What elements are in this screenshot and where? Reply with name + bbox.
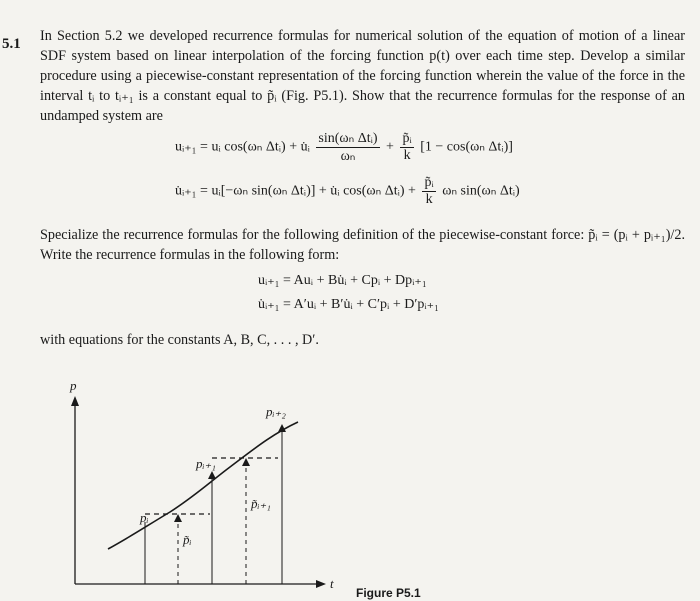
label-pi1: pᵢ₊₁ bbox=[196, 456, 216, 471]
problem-number: 5.1 bbox=[2, 36, 21, 52]
t-axis-arrow bbox=[316, 580, 326, 588]
figure-p5-1 bbox=[50, 372, 370, 596]
eq1-frac1-denominator: ωₙ bbox=[340, 149, 356, 164]
equation-recurrence-u: uᵢ₊₁ = Auᵢ + Bu̇ᵢ + Cpᵢ + Dpᵢ₊₁ bbox=[258, 273, 427, 288]
eq2-frac-numerator: p̃ᵢ bbox=[424, 175, 434, 190]
eq2-rhs: ωₙ sin(ωₙ Δtᵢ) bbox=[442, 183, 520, 199]
eq1-rhs: [1 − cos(ωₙ Δtᵢ)] bbox=[420, 139, 513, 155]
problem-intro: In Section 5.2 we developed recurrence formulas for numerical solution of the equation of motion of a linear SDF system based on linear interpolation of the forcing function p(t) over each time step. Develop a similar procedure using a piecewise-constant representation of the forcing function wherein the value of the force in the interval tᵢ to tᵢ₊₁ is a constant equal to p̃ᵢ (Fig. P5.1). Show that the recurrence formulas for the response of an undamped system are bbox=[40, 28, 685, 124]
eq1-plus: + bbox=[386, 139, 394, 155]
eq2-fraction bbox=[422, 175, 435, 208]
ptilde-i1-arrowhead bbox=[242, 458, 250, 466]
t-axis-label: t bbox=[330, 576, 334, 591]
eq2-lhs: u̇ᵢ₊₁ = uᵢ[−ωₙ sin(ωₙ Δtᵢ)] + u̇ᵢ cos(ωₙ Δtᵢ) + bbox=[175, 183, 416, 199]
eq1-frac1-numerator: sin(ωₙ Δtᵢ) bbox=[318, 131, 378, 146]
eq1-fraction-1 bbox=[316, 130, 379, 165]
equation-velocity bbox=[175, 175, 520, 208]
p-axis-arrow bbox=[71, 396, 79, 406]
eq1-frac2-numerator: p̃ᵢ bbox=[402, 131, 412, 146]
label-ptilde-i: p̃ᵢ bbox=[183, 532, 192, 547]
ptilde-i-arrowhead bbox=[174, 514, 182, 522]
force-curve bbox=[108, 422, 298, 549]
equation-displacement bbox=[175, 130, 513, 165]
force-diagram bbox=[50, 372, 370, 596]
label-ptilde-i1: p̃ᵢ₊₁ bbox=[251, 496, 271, 511]
label-pi: pᵢ bbox=[140, 510, 149, 525]
eq1-frac2-denominator: k bbox=[403, 148, 411, 163]
equation-recurrence-udot: u̇ᵢ₊₁ = A′uᵢ + B′u̇ᵢ + C′pᵢ + D′pᵢ₊₁ bbox=[258, 297, 439, 312]
specialize-paragraph: Specialize the recurrence formulas for the following definition of the piecewise-constant force: p̃ᵢ = (pᵢ + pᵢ₊₁)/2. Write the recurrence formulas in the following form: bbox=[40, 227, 685, 263]
figure-caption: Figure P5.1 bbox=[356, 586, 421, 600]
closing-paragraph: with equations for the constants A, B, C, . . . , D′. bbox=[40, 332, 319, 348]
label-pi2: pᵢ₊₂ bbox=[266, 404, 286, 419]
eq1-lhs: uᵢ₊₁ = uᵢ cos(ωₙ Δtᵢ) + u̇ᵢ bbox=[175, 139, 310, 155]
pi1-arrowhead bbox=[208, 471, 216, 479]
eq1-fraction-2 bbox=[400, 131, 413, 164]
p-axis-label: p bbox=[70, 378, 77, 393]
eq2-frac-denominator: k bbox=[425, 192, 433, 207]
